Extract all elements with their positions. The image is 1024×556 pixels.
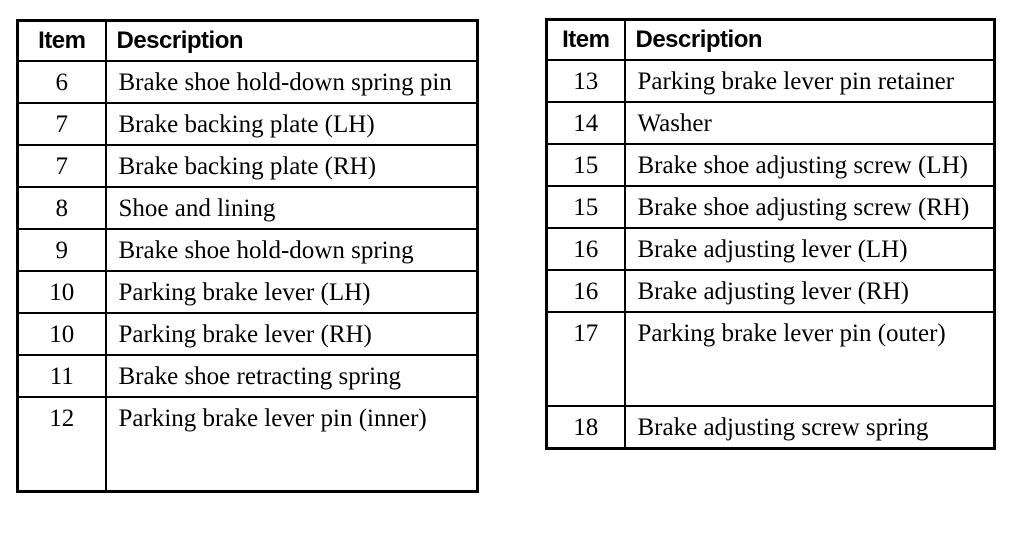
item-description: Brake adjusting lever (RH) [625, 270, 995, 312]
item-description: Brake adjusting lever (LH) [625, 228, 995, 270]
item-number: 8 [18, 187, 106, 229]
item-description: Brake backing plate (RH) [106, 145, 478, 187]
table-row [18, 145, 478, 187]
item-description: Brake shoe hold-down spring [106, 229, 478, 271]
item-description: Parking brake lever pin retainer [625, 60, 995, 102]
item-number: 11 [18, 355, 106, 397]
table-row [18, 187, 478, 229]
table-row [547, 270, 995, 312]
item-number: 14 [547, 102, 625, 144]
table-row [547, 144, 995, 186]
item-number: 10 [18, 271, 106, 313]
item-description: Parking brake lever (RH) [106, 313, 478, 355]
item-description: Brake shoe adjusting screw (RH) [625, 186, 995, 228]
item-description: Parking brake lever pin (outer) [625, 312, 995, 406]
item-description: Parking brake lever (LH) [106, 271, 478, 313]
item-number: 16 [547, 270, 625, 312]
item-number: 13 [547, 60, 625, 102]
item-number: 7 [18, 145, 106, 187]
item-description: Brake shoe hold-down spring pin [106, 61, 478, 103]
item-description: Brake adjusting screw spring [625, 406, 995, 449]
table-header-row [18, 21, 478, 62]
table-row [547, 406, 995, 449]
item-description: Parking brake lever pin (inner) [106, 397, 478, 492]
item-number: 15 [547, 144, 625, 186]
parts-table-right [545, 18, 996, 450]
item-number: 15 [547, 186, 625, 228]
item-number: 17 [547, 312, 625, 406]
item-number: 10 [18, 313, 106, 355]
table-row [18, 61, 478, 103]
item-description: Brake backing plate (LH) [106, 103, 478, 145]
item-number: 16 [547, 228, 625, 270]
item-number: 12 [18, 397, 106, 492]
item-number: 18 [547, 406, 625, 449]
item-column-header: Item [547, 20, 625, 61]
table-row [18, 271, 478, 313]
table-row [547, 312, 995, 406]
description-column-header: Description [106, 21, 478, 62]
table-row [18, 229, 478, 271]
item-number: 7 [18, 103, 106, 145]
table-row [547, 228, 995, 270]
table-row [18, 103, 478, 145]
table-row [547, 102, 995, 144]
table-row [18, 397, 478, 492]
item-number: 9 [18, 229, 106, 271]
parts-table-left [16, 19, 479, 493]
item-column-header: Item [18, 21, 106, 62]
item-description: Washer [625, 102, 995, 144]
table-row [18, 355, 478, 397]
table-row [547, 60, 995, 102]
item-description: Brake shoe adjusting screw (LH) [625, 144, 995, 186]
table-header-row [547, 20, 995, 61]
table-row [547, 186, 995, 228]
item-description: Brake shoe retracting spring [106, 355, 478, 397]
description-column-header: Description [625, 20, 995, 61]
table-row [18, 313, 478, 355]
item-description: Shoe and lining [106, 187, 478, 229]
item-number: 6 [18, 61, 106, 103]
